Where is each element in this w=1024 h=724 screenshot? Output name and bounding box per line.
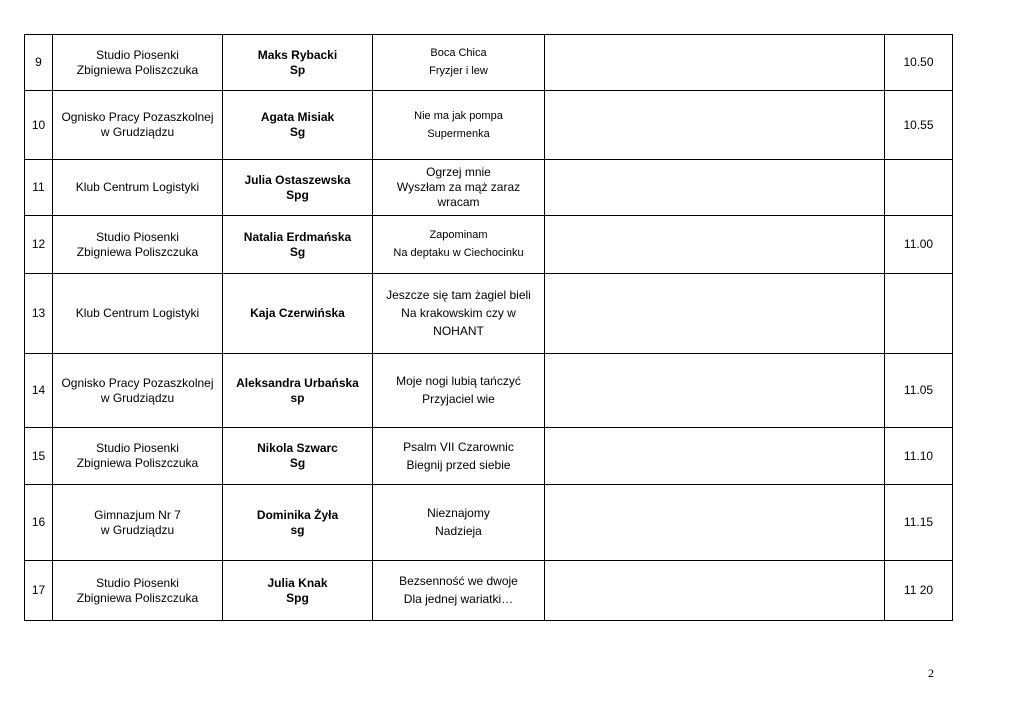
row-number: 12 — [25, 216, 53, 274]
performer-cell — [223, 561, 373, 621]
empty-cell — [545, 561, 885, 621]
song-title: Nadzieja — [435, 524, 482, 538]
performer-category: Sp — [289, 62, 306, 77]
song-title: Na deptaku w Ciechocinku — [393, 247, 524, 259]
performer-category: Spg — [286, 590, 309, 605]
performer-category: Sg — [289, 125, 306, 139]
song-title: Ogrzej mnie — [426, 165, 491, 179]
club-line: Klub Centrum Logistyki — [75, 180, 200, 194]
performer-category: sg — [290, 522, 305, 537]
club-cell — [53, 354, 223, 428]
performer-category: sp — [290, 390, 305, 405]
empty-cell — [545, 35, 885, 91]
empty-cell — [545, 354, 885, 428]
club-cell — [53, 428, 223, 485]
song-title: Przyjaciel wie — [422, 392, 495, 406]
song-title: Psalm VII Czarownic — [403, 439, 514, 454]
performer-category: Sg — [289, 456, 306, 470]
song-title: NOHANT — [433, 324, 484, 338]
song-title: Zapominam — [429, 229, 488, 241]
songs-cell — [373, 160, 545, 216]
song-title: wracam — [437, 195, 480, 209]
club-cell — [53, 485, 223, 561]
table-row — [25, 274, 953, 354]
song-title: Dla jednej wariatki… — [403, 592, 514, 606]
club-cell — [53, 274, 223, 354]
songs-cell — [373, 428, 545, 485]
songs-cell — [373, 561, 545, 621]
time-cell: 11.15 — [885, 485, 953, 561]
club-line: Zbigniewa Poliszczuka — [76, 62, 199, 77]
club-line: Studio Piosenki — [96, 47, 179, 62]
song-title: Na krakowskim czy w — [401, 306, 516, 320]
empty-cell — [545, 428, 885, 485]
performer-category: Spg — [286, 187, 309, 202]
songs-cell — [373, 91, 545, 160]
club-line: Gimnazjum Nr 7 — [94, 507, 181, 522]
song-title: Supermenka — [427, 127, 490, 140]
row-number: 17 — [25, 561, 53, 621]
table-row — [25, 354, 953, 428]
song-title: Jeszcze się tam żagiel bieli — [386, 288, 531, 302]
row-number: 13 — [25, 274, 53, 354]
time-cell: 11.10 — [885, 428, 953, 485]
club-cell — [53, 561, 223, 621]
table-row — [25, 35, 953, 91]
row-number: 9 — [25, 35, 53, 91]
empty-cell — [545, 216, 885, 274]
row-number: 16 — [25, 485, 53, 561]
song-title: Biegnij przed siebie — [406, 457, 511, 472]
performer-cell — [223, 274, 373, 354]
table-row — [25, 561, 953, 621]
performer-name: Dominika Żyła — [256, 507, 339, 522]
song-title: Nie ma jak pompa — [414, 109, 503, 122]
songs-cell — [373, 35, 545, 91]
song-title: Wyszłam za mąż zaraz — [396, 180, 521, 194]
time-cell: 10.50 — [885, 35, 953, 91]
empty-cell — [545, 485, 885, 561]
performer-cell — [223, 354, 373, 428]
club-line: Zbigniewa Poliszczuka — [76, 244, 199, 259]
club-cell — [53, 91, 223, 160]
time-cell: 10.55 — [885, 91, 953, 160]
performer-name: Natalia Erdmańska — [243, 229, 352, 244]
time-cell — [885, 274, 953, 354]
songs-cell — [373, 216, 545, 274]
song-title: Moje nogi lubią tańczyć — [396, 374, 521, 388]
performer-category: Sg — [289, 244, 306, 259]
performer-name: Kaja Czerwińska — [250, 306, 345, 320]
table-row — [25, 160, 953, 216]
club-line: w Grudziądzu — [100, 125, 175, 139]
songs-cell — [373, 274, 545, 354]
club-cell — [53, 35, 223, 91]
club-line: w Grudziądzu — [100, 522, 175, 537]
performance-schedule-table — [24, 34, 953, 621]
performer-name: Julia Ostaszewska — [244, 172, 351, 187]
table-row — [25, 485, 953, 561]
club-line: Klub Centrum Logistyki — [75, 306, 200, 320]
performer-name: Nikola Szwarc — [257, 441, 338, 455]
song-title: Fryzjer i lew — [429, 65, 488, 77]
time-cell: 11.05 — [885, 354, 953, 428]
row-number: 14 — [25, 354, 53, 428]
club-line: Studio Piosenki — [96, 575, 179, 590]
club-line: Ognisko Pracy Pozaszkolnej — [61, 375, 214, 390]
table-row — [25, 91, 953, 160]
time-cell: 11 20 — [885, 561, 953, 621]
performer-cell — [223, 91, 373, 160]
table-row — [25, 216, 953, 274]
row-number: 11 — [25, 160, 53, 216]
empty-cell — [545, 274, 885, 354]
performer-cell — [223, 35, 373, 91]
club-cell — [53, 160, 223, 216]
club-line: Studio Piosenki — [96, 441, 179, 455]
performer-name: Maks Rybacki — [257, 47, 338, 62]
song-title: Boca Chica — [430, 47, 487, 59]
row-number: 15 — [25, 428, 53, 485]
performer-name: Julia Knak — [267, 575, 328, 590]
club-line: Studio Piosenki — [96, 229, 179, 244]
table-row — [25, 428, 953, 485]
time-cell: 11.00 — [885, 216, 953, 274]
performer-cell — [223, 216, 373, 274]
empty-cell — [545, 91, 885, 160]
songs-cell — [373, 354, 545, 428]
club-line: Zbigniewa Poliszczuka — [76, 456, 199, 470]
performer-cell — [223, 485, 373, 561]
time-cell — [885, 160, 953, 216]
club-line: Zbigniewa Poliszczuka — [76, 590, 199, 605]
performer-name: Aleksandra Urbańska — [236, 375, 359, 390]
performer-name: Agata Misiak — [260, 110, 335, 124]
song-title: Bezsenność we dwoje — [399, 574, 518, 588]
club-cell — [53, 216, 223, 274]
performer-cell — [223, 428, 373, 485]
songs-cell — [373, 485, 545, 561]
empty-cell — [545, 160, 885, 216]
row-number: 10 — [25, 91, 53, 160]
song-title: Nieznajomy — [427, 506, 490, 520]
club-line: Ognisko Pracy Pozaszkolnej — [61, 110, 214, 124]
club-line: w Grudziądzu — [100, 390, 175, 405]
page-number: 2 — [928, 666, 934, 680]
performer-cell — [223, 160, 373, 216]
